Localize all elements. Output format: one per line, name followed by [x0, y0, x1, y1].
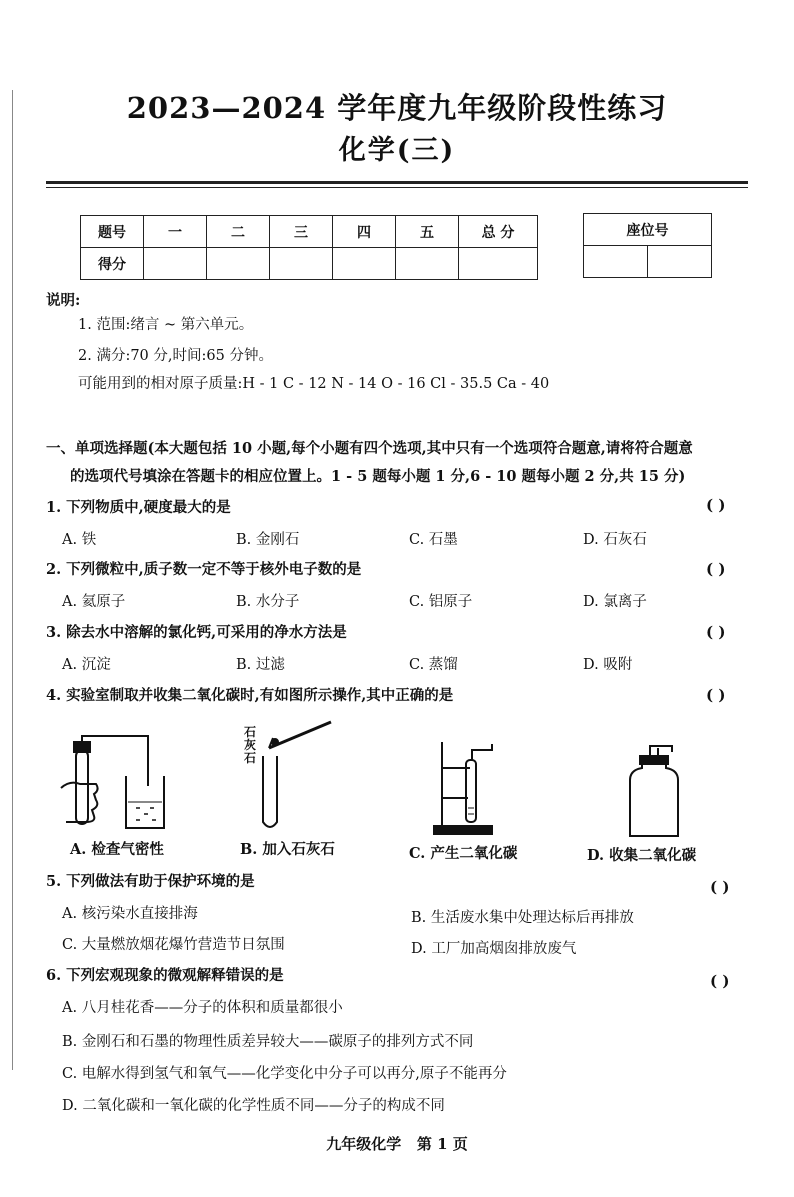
- q2-option-d: D. 氯离子: [583, 594, 647, 610]
- question-2-stem: 2. 下列微粒中,质子数一定不等于核外电子数的是: [46, 561, 362, 578]
- score-header-cell: 三: [270, 216, 333, 248]
- note-atomic-masses: 可能用到的相对原子质量:H - 1 C - 12 N - 14 O - 16 Cl - 35.5 Ca - 40: [78, 376, 550, 392]
- question-1-stem: 1. 下列物质中,硬度最大的是: [46, 499, 231, 516]
- page-footer: 九年级化学 第 1 页: [326, 1135, 468, 1153]
- answer-bracket: ( ): [710, 878, 730, 896]
- figure-b-label-char: 石: [244, 751, 257, 765]
- figure-a-airtightness-apparatus: [56, 728, 186, 836]
- q1-option-b: B. 金刚石: [236, 532, 300, 548]
- notes-heading: 说明:: [46, 292, 81, 309]
- score-header-cell: 四: [333, 216, 396, 248]
- q6-option-d: D. 二氧化碳和一氧化碳的化学性质不同——分子的构成不同: [62, 1098, 445, 1114]
- seat-cell[interactable]: [584, 246, 648, 278]
- section-1-line-2: 的选项代号填涂在答题卡的相应位置上。1 - 5 题每小题 1 分,6 - 10 题每小题 2 分,共 15 分): [70, 468, 686, 485]
- q6-option-c: C. 电解水得到氢气和氧气——化学变化中分子可以再分,原子不能再分: [62, 1066, 507, 1082]
- q1-option-c: C. 石墨: [409, 532, 458, 548]
- q5-option-c: C. 大量燃放烟花爆竹营造节日氛围: [62, 937, 285, 953]
- question-6-stem: 6. 下列宏观现象的微观解释错误的是: [46, 967, 284, 984]
- q3-option-a: A. 沉淀: [62, 657, 111, 673]
- score-cell[interactable]: [333, 248, 396, 280]
- figure-b-test-tube-tweezers: [255, 718, 335, 836]
- header-rule-thin: [46, 187, 748, 188]
- q1-option-a: A. 铁: [62, 532, 97, 548]
- question-3-stem: 3. 除去水中溶解的氯化钙,可采用的净水方法是: [46, 624, 347, 641]
- score-header-cell: 五: [396, 216, 459, 248]
- question-4-stem: 4. 实验室制取并收集二氧化碳时,有如图所示操作,其中正确的是: [46, 687, 454, 704]
- seat-label: 座位号: [584, 214, 712, 246]
- score-header-cell: 二: [207, 216, 270, 248]
- answer-bracket: ( ): [706, 560, 726, 578]
- note-2: 2. 满分:70 分,时间:65 分钟。: [78, 348, 273, 364]
- score-cell[interactable]: [207, 248, 270, 280]
- seat-table: [583, 213, 712, 278]
- score-header-cell: 题号: [81, 216, 144, 248]
- question-5-stem: 5. 下列做法有助于保护环境的是: [46, 873, 255, 890]
- seat-cell[interactable]: [648, 246, 712, 278]
- exam-title: 2023—2024 学年度九年级阶段性练习: [126, 91, 668, 125]
- q5-option-a: A. 核污染水直接排海: [62, 906, 198, 922]
- figure-c-co2-generator-stand: [432, 738, 512, 840]
- q5-option-b: B. 生活废水集中处理达标后再排放: [411, 910, 634, 926]
- score-header-cell: 一: [144, 216, 207, 248]
- header-rule-thick: [46, 181, 748, 184]
- figure-d-caption: D. 收集二氧化碳: [587, 847, 697, 864]
- answer-bracket: ( ): [710, 972, 730, 990]
- score-row-label: 得分: [81, 248, 144, 280]
- q3-option-c: C. 蒸馏: [409, 657, 458, 673]
- figure-c-caption: C. 产生二氧化碳: [409, 845, 518, 862]
- page-edge-line: [12, 90, 13, 1070]
- figure-b-label-char: 灰: [244, 738, 257, 752]
- q3-option-d: D. 吸附: [583, 657, 633, 673]
- figure-b-caption: B. 加入石灰石: [240, 841, 335, 858]
- figure-a-caption: A. 检查气密性: [70, 841, 164, 858]
- q2-option-b: B. 水分子: [236, 594, 300, 610]
- score-cell[interactable]: [270, 248, 333, 280]
- score-cell[interactable]: [459, 248, 538, 280]
- score-cell[interactable]: [396, 248, 459, 280]
- q5-option-d: D. 工厂加高烟囱排放废气: [411, 941, 577, 957]
- q6-option-b: B. 金刚石和石墨的物理性质差异较大——碳原子的排列方式不同: [62, 1034, 474, 1050]
- figure-b-label-char: 石: [244, 725, 257, 739]
- exam-subtitle: 化学(三): [338, 135, 456, 166]
- q2-option-a: A. 氦原子: [62, 594, 126, 610]
- q3-option-b: B. 过滤: [236, 657, 285, 673]
- figure-d-gas-collecting-bottle: [622, 744, 686, 840]
- section-1-line-1: 一、单项选择题(本大题包括 10 小题,每个小题有四个选项,其中只有一个选项符合题意,请将符合题意: [46, 440, 693, 457]
- q2-option-c: C. 铝原子: [409, 594, 473, 610]
- q6-option-a: A. 八月桂花香——分子的体积和质量都很小: [62, 1000, 343, 1016]
- q1-option-d: D. 石灰石: [583, 532, 647, 548]
- score-cell[interactable]: [144, 248, 207, 280]
- answer-bracket: ( ): [706, 686, 726, 704]
- answer-bracket: ( ): [706, 496, 726, 514]
- score-header-cell: 总 分: [459, 216, 538, 248]
- score-table: [80, 215, 538, 280]
- note-1: 1. 范围:绪言 ~ 第六单元。: [78, 317, 254, 333]
- answer-bracket: ( ): [706, 623, 726, 641]
